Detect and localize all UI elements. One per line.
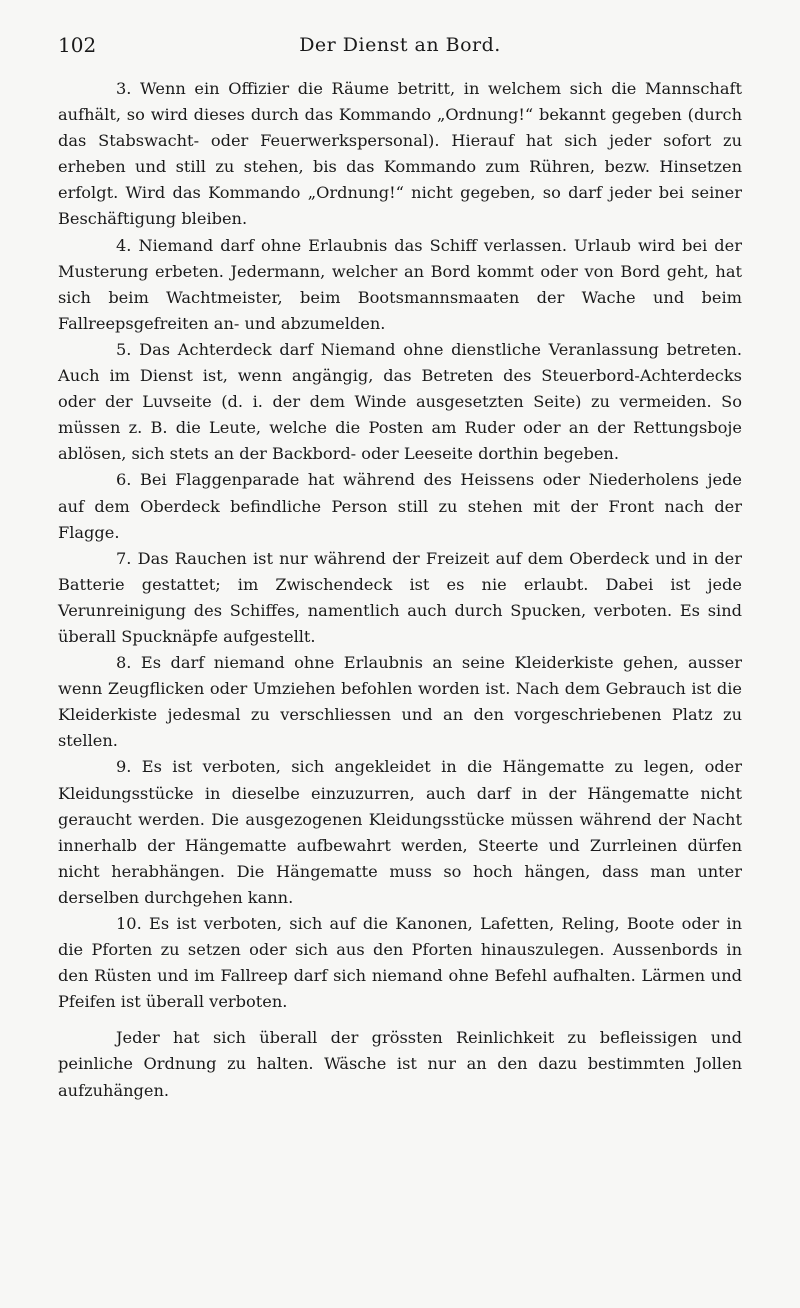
paragraph-closing: Jeder hat sich überall der grössten Reinlichkeit zu befleissigen und peinliche Ordnung zu halten. Wäsche ist nur an den dazu bestimmten Jollen aufzuhängen. — [58, 1028, 742, 1100]
body-text — [58, 76, 742, 1104]
paragraph-rule-10: 10. Es ist verboten, sich auf die Kanonen, Lafetten, Reling, Boote oder in die Pforten zu setzen oder sich aus den Pforten hinauszulegen. Aussenbords in den Rüsten und im Fallreep darf sich niemand ohne Befehl aufhalten. Lärmen und Pfeifen ist überall verboten. — [58, 914, 742, 1012]
paragraph-rule-3: 3. Wenn ein Offizier die Räume betritt, in welchem sich die Mannschaft aufhält, so wird dieses durch das Kommando „Ordnung!“ bekannt gegeben (durch das Stabswacht- oder Feuerwerkspersonal). Hierauf hat sich jeder sofort zu erheben und still zu stehen, bis das Kommando zum Rühren, bezw. Hinsetzen erfolgt. Wird das Kommando „Ordnung!“ nicht gegeben, so darf jeder bei seiner Beschäftigung bleiben. — [58, 79, 742, 229]
paragraph-rule-7: 7. Das Rauchen ist nur während der Freizeit auf dem Oberdeck und in der Batterie gestattet; im Zwischendeck ist es nie erlaubt. Dabei ist jede Verunreinigung des Schiffes, namentlich auch durch Spucken, verboten. Es sind überall Spucknäpfe aufgestellt. — [58, 548, 742, 646]
paragraph-rule-5: 5. Das Achterdeck darf Niemand ohne dienstliche Veranlassung betreten. Auch im Dienst ist, wenn angängig, das Betreten des Steuerbord-Achterdecks oder der Luvseite (d. i. der dem Winde ausgesetzten Seite) zu vermeiden. So müssen z. B. die Leute, welche die Posten am Ruder oder an der Rettungsboje ablösen, sich stets an der Backbord- oder Leeseite dorthin begeben. — [58, 339, 742, 464]
paragraph-rule-8: 8. Es darf niemand ohne Erlaubnis an seine Kleiderkiste gehen, ausser wenn Zeugflicken oder Umziehen befohlen worden ist. Nach dem Gebrauch ist die Kleiderkiste jedesmal zu verschliessen und an den vorgeschriebenen Platz zu stellen. — [58, 653, 742, 751]
page-number: 102 — [58, 33, 97, 57]
paragraph-rule-9: 9. Es ist verboten, sich angekleidet in die Hängematte zu legen, oder Kleidungsstücke in dieselbe einzuzurren, auch darf in der Hängematte nicht geraucht werden. Die ausgezogenen Kleidungsstücke müssen während der Nacht innerhalb der Hängematte aufbewahrt werden, Steerte und Zurrleinen dürfen nicht herabhängen. Die Hängematte muss so hoch hängen, dass man unter derselben durchgehen kann. — [58, 757, 742, 907]
page-header — [58, 30, 742, 60]
paragraph-rule-4: 4. Niemand darf ohne Erlaubnis das Schiff verlassen. Urlaub wird bei der Musterung erbeten. Jedermann, welcher an Bord kommt oder von Bord geht, hat sich beim Wachtmeister, beim Bootsmannsmaaten der Wache und beim Fallreepsgefreiten an- und abzumelden. — [58, 235, 742, 333]
paragraph-rule-6: 6. Bei Flaggenparade hat während des Heissens oder Niederholens jede auf dem Oberdeck befindliche Person still zu stehen mit der Front nach der Flagge. — [58, 470, 742, 542]
running-title: Der Dienst an Bord. — [299, 34, 501, 56]
